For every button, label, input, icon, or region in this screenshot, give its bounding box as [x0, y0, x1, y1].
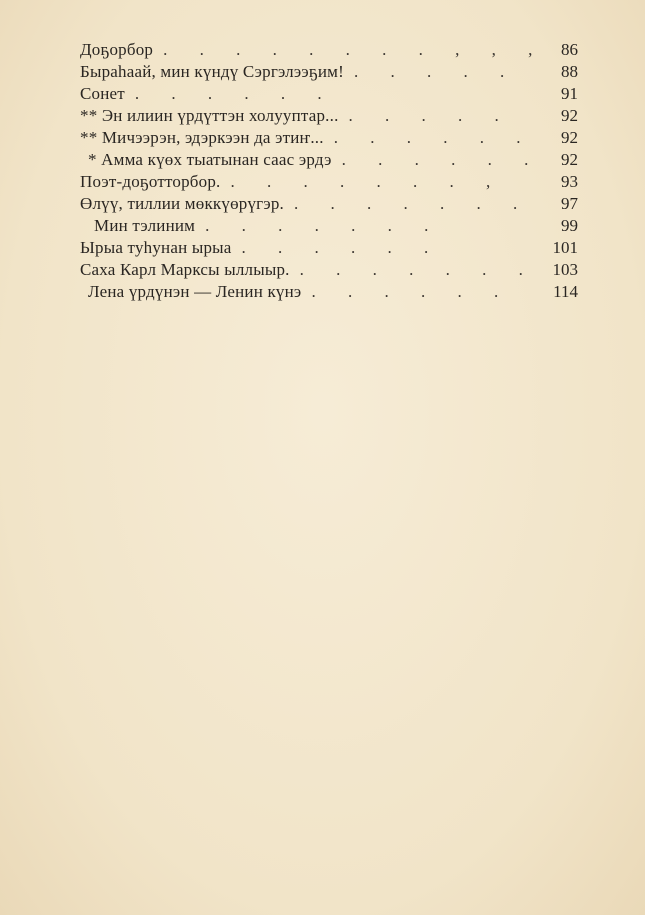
toc-dot-leader: . . . . . — [353, 62, 519, 81]
toc-entry — [80, 236, 578, 260]
toc-entry-title: ** Мичээрэн, эдэркээн да этиҥ... — [80, 128, 324, 147]
toc-dot-leader: . . . . . . — [241, 238, 443, 257]
toc-entry-title: * Амма күөх тыатынан саас эрдэ — [88, 150, 332, 169]
toc-page-number: 103 — [552, 260, 578, 279]
toc-entry-title: Поэт-доҕотторбор. — [80, 172, 221, 191]
toc-dot-leader: . . . . . . . , — [230, 172, 505, 191]
toc-entry-title: Саха Карл Марксы ыллыыр. — [80, 260, 290, 279]
toc-page-number: 114 — [553, 282, 578, 301]
toc-page-number: 99 — [561, 216, 578, 235]
toc-entry — [80, 38, 578, 62]
toc-page-number: 92 — [561, 106, 578, 125]
toc-dot-leader: . . . . . . . — [299, 260, 537, 279]
toc-page-number: 101 — [552, 238, 578, 257]
toc-entry-title: ** Эн илиин үрдүттэн холууптар... — [80, 106, 339, 125]
toc-entry — [80, 170, 578, 194]
toc-entry-title: Ырыа туһунан ырыа — [80, 238, 232, 257]
toc-page-number: 92 — [561, 150, 578, 169]
toc-page-number: 93 — [561, 172, 578, 191]
toc-entry — [80, 148, 578, 172]
toc-dot-leader: . . . . . . . . , , , — [163, 40, 546, 59]
toc-dot-leader: . . . . . . — [333, 128, 535, 147]
toc-page-number: 86 — [561, 40, 578, 59]
toc-dot-leader: . . . . . . — [341, 150, 543, 169]
toc-entry-title: Сонет — [80, 84, 125, 103]
toc-dot-leader: . . . . . . . — [294, 194, 532, 213]
toc-entry — [80, 104, 578, 128]
toc-entry — [80, 280, 578, 304]
toc-page-number: 97 — [561, 194, 578, 213]
toc-entry — [80, 126, 578, 150]
toc-entry-title: Лена үрдүнэн — Ленин күнэ — [88, 282, 302, 301]
toc-entry-title: Өлүү, тиллии мөккүөрүгэр. — [80, 194, 284, 213]
toc-page-number: 92 — [561, 128, 578, 147]
toc-entry-title: Доҕорбор — [80, 40, 154, 59]
toc-entry — [80, 214, 578, 238]
toc-page-number: 88 — [561, 62, 578, 81]
toc-dot-leader: . . . . . . — [134, 84, 336, 103]
toc-entry — [80, 258, 578, 282]
toc-entry — [80, 60, 578, 84]
toc-dot-leader: . . . . . — [348, 106, 513, 125]
toc-entry — [80, 192, 578, 216]
toc-entry-title: Мин тэлиним — [94, 216, 196, 235]
toc-entry — [80, 82, 578, 106]
toc-dot-leader: . . . . . . — [311, 282, 513, 301]
toc-entry-title: Быраһаай, мин күндү Сэргэлээҕим! — [80, 62, 344, 81]
toc-page-number: 91 — [561, 84, 578, 103]
toc-dot-leader: . . . . . . . — [205, 216, 443, 235]
